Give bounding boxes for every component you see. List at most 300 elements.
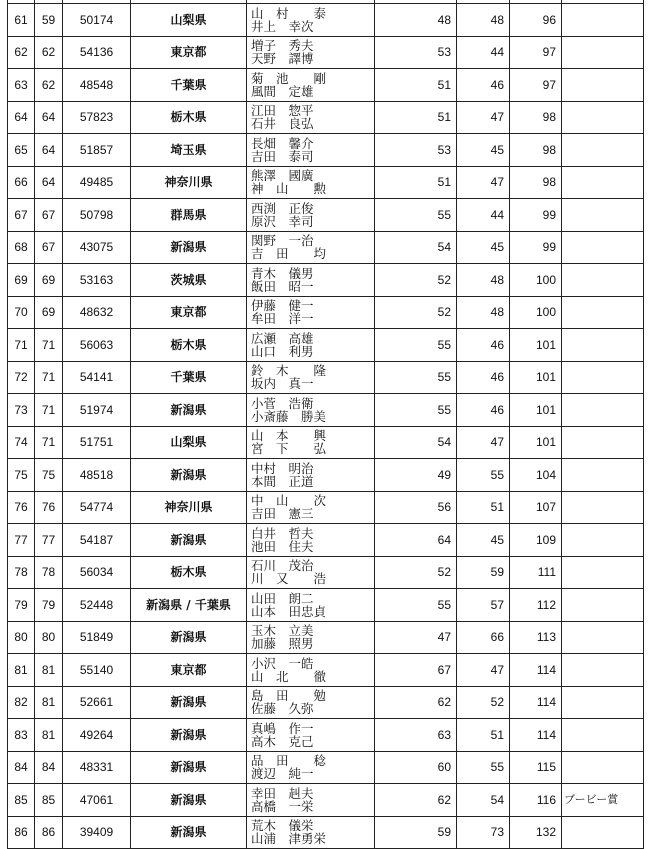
score-out-cell: 56	[375, 491, 457, 524]
names-stack	[251, 267, 368, 293]
id-cell: 54141	[63, 361, 131, 394]
total-cell: 99	[510, 199, 562, 232]
table-row	[8, 361, 644, 394]
player-name: 高橋 一栄	[251, 798, 314, 814]
player-name: 渡辺 純一	[251, 766, 314, 782]
player-name: 江田 惣平	[251, 103, 314, 119]
score-in-cell: 52	[457, 686, 510, 719]
note-cell	[562, 816, 644, 849]
player-name: 高木 克己	[251, 733, 314, 749]
id-cell: 56063	[63, 329, 131, 362]
score-in-cell: 45	[457, 134, 510, 167]
names-stack	[251, 169, 368, 195]
prefecture-cell: 新潟県	[131, 784, 247, 817]
score-in-cell: 66	[457, 621, 510, 654]
total-cell: 99	[510, 231, 562, 264]
total-cell: 101	[510, 394, 562, 427]
score-out-cell: 55	[375, 199, 457, 232]
score-in-cell: 47	[457, 101, 510, 134]
player-name: 鈴 木 隆	[251, 363, 327, 379]
names-cell	[247, 4, 375, 37]
score-out-cell: 53	[375, 134, 457, 167]
total-cell: 98	[510, 134, 562, 167]
total-cell: 100	[510, 264, 562, 297]
score-out-cell: 67	[375, 654, 457, 687]
table-row	[8, 686, 644, 719]
player-name: 天野 譯博	[251, 51, 314, 67]
id-cell: 49264	[63, 719, 131, 752]
score-out-cell: 52	[375, 556, 457, 589]
total-cell: 98	[510, 101, 562, 134]
prefecture-cell: 山梨県	[131, 426, 247, 459]
player-name: 宮 下 弘	[251, 441, 327, 457]
player-name: 川 又 浩	[251, 571, 327, 587]
rank-cell: 81	[35, 686, 63, 719]
prefecture-cell: 新潟県	[131, 751, 247, 784]
prefecture-cell: 茨城県	[131, 264, 247, 297]
row-number: 82	[8, 686, 35, 719]
prefecture-cell: 山梨県	[131, 4, 247, 37]
prefecture-cell: 東京都	[131, 36, 247, 69]
prefecture-cell: 埼玉県	[131, 134, 247, 167]
names-stack	[251, 624, 368, 650]
note-cell	[562, 459, 644, 492]
row-number: 61	[8, 4, 35, 37]
id-cell: 51849	[63, 621, 131, 654]
score-out-cell: 52	[375, 264, 457, 297]
prefecture-cell: 新潟県	[131, 231, 247, 264]
names-cell	[247, 69, 375, 102]
prefecture-cell: 神奈川県	[131, 491, 247, 524]
note-cell	[562, 621, 644, 654]
player-name: 飯田 昭一	[251, 278, 314, 294]
score-out-cell: 62	[375, 784, 457, 817]
player-name: 品 田 稔	[251, 753, 327, 769]
note-cell	[562, 4, 644, 37]
score-in-cell: 55	[457, 459, 510, 492]
id-cell: 48518	[63, 459, 131, 492]
player-name: 伊藤 健一	[251, 298, 314, 314]
names-stack	[251, 429, 368, 455]
score-in-cell: 51	[457, 491, 510, 524]
row-number: 79	[8, 589, 35, 622]
note-cell	[562, 329, 644, 362]
names-cell	[247, 491, 375, 524]
id-cell: 49485	[63, 166, 131, 199]
score-in-cell: 48	[457, 296, 510, 329]
row-number: 62	[8, 36, 35, 69]
note-cell	[562, 524, 644, 557]
names-stack	[251, 299, 368, 325]
names-cell	[247, 101, 375, 134]
score-out-cell: 47	[375, 621, 457, 654]
note-cell	[562, 751, 644, 784]
results-body	[8, 0, 644, 849]
prefecture-cell: 新潟県	[131, 524, 247, 557]
note-cell	[562, 231, 644, 264]
table-row	[8, 199, 644, 232]
table-row	[8, 426, 644, 459]
names-stack	[251, 787, 368, 813]
total-cell: 111	[510, 556, 562, 589]
table-row	[8, 654, 644, 687]
names-cell	[247, 524, 375, 557]
rank-cell: 84	[35, 751, 63, 784]
row-number: 72	[8, 361, 35, 394]
rank-cell: 77	[35, 524, 63, 557]
player-name: 中 山 次	[251, 493, 327, 509]
total-cell: 114	[510, 654, 562, 687]
total-cell: 109	[510, 524, 562, 557]
note-cell	[562, 296, 644, 329]
prefecture-cell: 新潟県	[131, 816, 247, 849]
row-number: 69	[8, 264, 35, 297]
player-name: 山本 田忠貞	[251, 603, 327, 619]
row-number: 78	[8, 556, 35, 589]
score-in-cell: 51	[457, 719, 510, 752]
names-cell	[247, 134, 375, 167]
names-cell	[247, 36, 375, 69]
score-out-cell: 55	[375, 329, 457, 362]
score-in-cell: 45	[457, 231, 510, 264]
player-name: 山浦 津勇栄	[251, 831, 327, 847]
names-cell	[247, 751, 375, 784]
prefecture-cell: 新潟県 / 千葉県	[131, 589, 247, 622]
player-name: 石井 良弘	[251, 116, 314, 132]
table-row	[8, 784, 644, 817]
prefecture-cell: 栃木県	[131, 101, 247, 134]
player-name: 山 本 興	[251, 428, 327, 444]
note-cell	[562, 654, 644, 687]
row-number: 81	[8, 654, 35, 687]
results-sheet	[7, 0, 643, 849]
score-out-cell: 53	[375, 36, 457, 69]
table-row	[8, 394, 644, 427]
player-name: 小沢 一皓	[251, 655, 314, 671]
score-in-cell: 44	[457, 36, 510, 69]
player-name: 山 村 泰	[251, 5, 327, 21]
total-cell: 114	[510, 719, 562, 752]
names-stack	[251, 104, 368, 130]
note-cell	[562, 264, 644, 297]
names-stack	[251, 332, 368, 358]
names-cell	[247, 816, 375, 849]
total-cell: 115	[510, 751, 562, 784]
table-row	[8, 719, 644, 752]
score-in-cell: 59	[457, 556, 510, 589]
note-cell	[562, 491, 644, 524]
names-stack	[251, 72, 368, 98]
row-number: 85	[8, 784, 35, 817]
player-name: 西渕 正俊	[251, 200, 314, 216]
prefecture-cell: 新潟県	[131, 621, 247, 654]
score-in-cell: 46	[457, 329, 510, 362]
score-in-cell: 73	[457, 816, 510, 849]
player-name: 小斎藤 勝美	[251, 408, 327, 424]
note-cell	[562, 101, 644, 134]
score-out-cell: 63	[375, 719, 457, 752]
row-number: 67	[8, 199, 35, 232]
rank-cell: 81	[35, 654, 63, 687]
rank-cell: 76	[35, 491, 63, 524]
score-in-cell: 45	[457, 524, 510, 557]
score-in-cell: 47	[457, 654, 510, 687]
rank-cell: 80	[35, 621, 63, 654]
total-cell: 97	[510, 36, 562, 69]
player-name: 吉田 泰司	[251, 148, 314, 164]
id-cell: 54136	[63, 36, 131, 69]
table-row	[8, 4, 644, 37]
total-cell: 96	[510, 4, 562, 37]
id-cell: 51974	[63, 394, 131, 427]
names-stack	[251, 39, 368, 65]
row-number: 86	[8, 816, 35, 849]
note-cell: ブービー賞	[562, 784, 644, 817]
names-stack	[251, 462, 368, 488]
score-out-cell: 55	[375, 589, 457, 622]
rank-cell: 59	[35, 4, 63, 37]
score-out-cell: 51	[375, 101, 457, 134]
rank-cell: 67	[35, 231, 63, 264]
names-stack	[251, 754, 368, 780]
rank-cell: 71	[35, 361, 63, 394]
score-in-cell: 57	[457, 589, 510, 622]
score-out-cell: 51	[375, 166, 457, 199]
rank-cell: 71	[35, 329, 63, 362]
names-stack	[251, 819, 368, 845]
names-cell	[247, 556, 375, 589]
prefecture-cell: 千葉県	[131, 69, 247, 102]
table-row	[8, 621, 644, 654]
results-table	[7, 0, 644, 849]
note-cell	[562, 69, 644, 102]
note-cell	[562, 686, 644, 719]
names-stack	[251, 202, 368, 228]
total-cell: 112	[510, 589, 562, 622]
names-cell	[247, 199, 375, 232]
names-cell	[247, 361, 375, 394]
names-cell	[247, 394, 375, 427]
id-cell: 50798	[63, 199, 131, 232]
prefecture-cell: 栃木県	[131, 329, 247, 362]
table-row	[8, 589, 644, 622]
table-row	[8, 329, 644, 362]
id-cell: 52448	[63, 589, 131, 622]
player-name: 原沢 幸司	[251, 213, 314, 229]
names-stack	[251, 7, 368, 33]
score-out-cell: 60	[375, 751, 457, 784]
rank-cell: 69	[35, 296, 63, 329]
note-cell	[562, 166, 644, 199]
prefecture-cell: 東京都	[131, 296, 247, 329]
player-name: 石川 茂治	[251, 558, 314, 574]
table-row	[8, 491, 644, 524]
id-cell: 57823	[63, 101, 131, 134]
total-cell: 101	[510, 361, 562, 394]
prefecture-cell: 群馬県	[131, 199, 247, 232]
player-name: 関野 一治	[251, 233, 314, 249]
player-name: 本間 正道	[251, 473, 314, 489]
player-name: 増子 秀夫	[251, 38, 314, 54]
rank-cell: 64	[35, 134, 63, 167]
score-out-cell: 54	[375, 426, 457, 459]
player-name: 幸田 赳夫	[251, 785, 314, 801]
note-cell	[562, 361, 644, 394]
score-in-cell: 54	[457, 784, 510, 817]
total-cell: 100	[510, 296, 562, 329]
player-name: 島 田 勉	[251, 688, 327, 704]
table-row	[8, 816, 644, 849]
player-name: 神 山 勲	[251, 181, 327, 197]
names-cell	[247, 426, 375, 459]
score-out-cell: 54	[375, 231, 457, 264]
rank-cell: 71	[35, 394, 63, 427]
names-cell	[247, 231, 375, 264]
prefecture-cell: 千葉県	[131, 361, 247, 394]
row-number: 65	[8, 134, 35, 167]
rank-cell: 67	[35, 199, 63, 232]
names-cell	[247, 589, 375, 622]
score-out-cell: 48	[375, 4, 457, 37]
player-name: 吉 田 均	[251, 246, 327, 262]
total-cell: 113	[510, 621, 562, 654]
row-number: 66	[8, 166, 35, 199]
total-cell: 101	[510, 329, 562, 362]
score-out-cell: 59	[375, 816, 457, 849]
row-number: 70	[8, 296, 35, 329]
score-in-cell: 55	[457, 751, 510, 784]
names-stack	[251, 494, 368, 520]
row-number: 71	[8, 329, 35, 362]
names-cell	[247, 719, 375, 752]
id-cell: 55140	[63, 654, 131, 687]
row-number: 74	[8, 426, 35, 459]
names-stack	[251, 527, 368, 553]
total-cell: 132	[510, 816, 562, 849]
id-cell: 52661	[63, 686, 131, 719]
player-name: 熊澤 國廣	[251, 168, 314, 184]
score-in-cell: 48	[457, 264, 510, 297]
table-row	[8, 556, 644, 589]
player-name: 荒木 儀栄	[251, 818, 314, 834]
rank-cell: 64	[35, 166, 63, 199]
id-cell: 51751	[63, 426, 131, 459]
prefecture-cell: 新潟県	[131, 686, 247, 719]
total-cell: 114	[510, 686, 562, 719]
row-number: 80	[8, 621, 35, 654]
id-cell: 43075	[63, 231, 131, 264]
names-cell	[247, 784, 375, 817]
score-out-cell: 62	[375, 686, 457, 719]
total-cell: 116	[510, 784, 562, 817]
names-cell	[247, 686, 375, 719]
note-cell	[562, 589, 644, 622]
player-name: 佐藤 久弥	[251, 701, 314, 717]
note-cell	[562, 134, 644, 167]
rank-cell: 62	[35, 36, 63, 69]
prefecture-cell: 神奈川県	[131, 166, 247, 199]
total-cell: 98	[510, 166, 562, 199]
player-name: 山口 利男	[251, 343, 314, 359]
player-name: 坂内 真一	[251, 376, 314, 392]
score-out-cell: 55	[375, 394, 457, 427]
row-number: 73	[8, 394, 35, 427]
rank-cell: 75	[35, 459, 63, 492]
score-out-cell: 64	[375, 524, 457, 557]
score-in-cell: 47	[457, 166, 510, 199]
prefecture-cell: 新潟県	[131, 719, 247, 752]
rank-cell: 69	[35, 264, 63, 297]
table-row	[8, 459, 644, 492]
prefecture-cell: 新潟県	[131, 394, 247, 427]
total-cell: 104	[510, 459, 562, 492]
player-name: 青木 儀男	[251, 265, 314, 281]
table-row	[8, 166, 644, 199]
names-stack	[251, 137, 368, 163]
prefecture-cell: 新潟県	[131, 459, 247, 492]
rank-cell: 64	[35, 101, 63, 134]
id-cell: 48632	[63, 296, 131, 329]
names-cell	[247, 166, 375, 199]
prefecture-cell: 東京都	[131, 654, 247, 687]
id-cell: 54774	[63, 491, 131, 524]
names-stack	[251, 364, 368, 390]
player-name: 井上 幸次	[251, 18, 314, 34]
note-cell	[562, 556, 644, 589]
rank-cell: 86	[35, 816, 63, 849]
table-row	[8, 231, 644, 264]
id-cell: 39409	[63, 816, 131, 849]
names-stack	[251, 689, 368, 715]
score-in-cell: 48	[457, 4, 510, 37]
note-cell	[562, 394, 644, 427]
score-out-cell: 49	[375, 459, 457, 492]
row-number: 76	[8, 491, 35, 524]
player-name: 池田 住夫	[251, 538, 314, 554]
names-stack	[251, 397, 368, 423]
names-cell	[247, 329, 375, 362]
row-number: 64	[8, 101, 35, 134]
table-row	[8, 264, 644, 297]
table-row	[8, 101, 644, 134]
score-out-cell: 51	[375, 69, 457, 102]
player-name: 長畑 馨介	[251, 135, 314, 151]
row-number: 84	[8, 751, 35, 784]
names-cell	[247, 296, 375, 329]
note-cell	[562, 426, 644, 459]
player-name: 山田 朗二	[251, 590, 314, 606]
id-cell: 47061	[63, 784, 131, 817]
table-row	[8, 134, 644, 167]
player-name: 牟田 洋一	[251, 311, 314, 327]
score-in-cell: 44	[457, 199, 510, 232]
rank-cell: 62	[35, 69, 63, 102]
row-number: 83	[8, 719, 35, 752]
player-name: 吉田 憲三	[251, 506, 314, 522]
total-cell: 101	[510, 426, 562, 459]
id-cell: 56034	[63, 556, 131, 589]
player-name: 小菅 浩衛	[251, 395, 314, 411]
names-cell	[247, 459, 375, 492]
player-name: 風間 定雄	[251, 83, 314, 99]
table-row	[8, 524, 644, 557]
total-cell: 107	[510, 491, 562, 524]
player-name: 中村 明治	[251, 460, 314, 476]
table-row	[8, 36, 644, 69]
names-stack	[251, 722, 368, 748]
prefecture-cell: 栃木県	[131, 556, 247, 589]
row-number: 77	[8, 524, 35, 557]
